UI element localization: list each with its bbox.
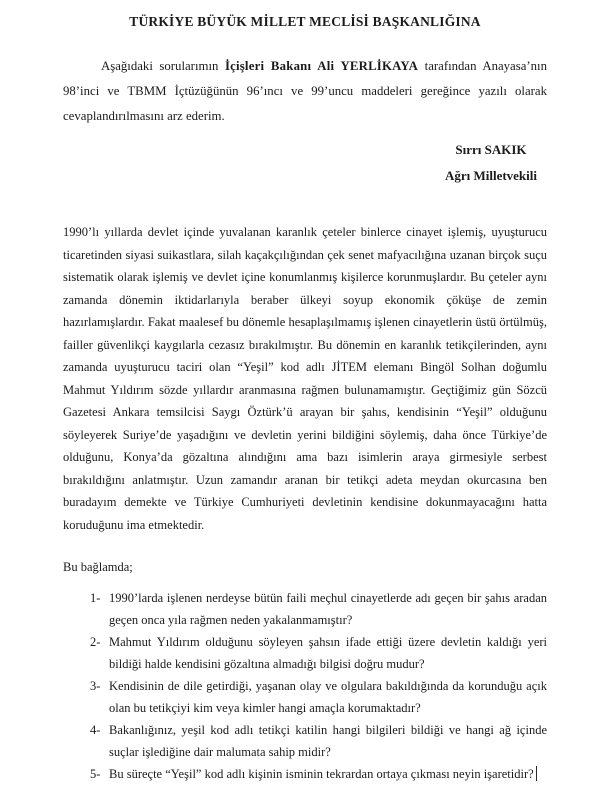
intro-text-before: Aşağıdaki sorularımın <box>101 59 225 73</box>
minister-name: İçişleri Bakanı Ali YERLİKAYA <box>224 59 419 73</box>
signatory-title: Ağrı Milletvekili <box>444 168 537 183</box>
question-number: 4- <box>90 723 101 737</box>
question-number: 2- <box>90 635 101 649</box>
question-number: 1- <box>90 591 101 605</box>
question-text: Bakanlığınız, yeşil kod adlı tetikçi katilin hangi bilgileri bildiği ve hangi ağ içinde suçlar işlediğine dair malumata sahip midir? <box>109 723 547 759</box>
context-label: Bu bağlamda; <box>63 560 133 574</box>
question-list <box>90 587 547 785</box>
intro-paragraph <box>63 54 547 129</box>
signatory-name: Sırrı SAKIK <box>455 142 527 157</box>
document-title: TÜRKİYE BÜYÜK MİLLET MECLİSİ BAŞKANLIĞINA <box>129 14 481 29</box>
question-text: Kendisinin de dile getirdiği, yaşanan olay ve olgulara bakıldığında da korunduğu açık olan bu tetikçiyi kim veya kimler hangi amaçla korumaktadır? <box>109 679 547 715</box>
question-item-4 <box>90 719 547 763</box>
question-text: 1990’larda işlenen nerdeyse bütün faili meçhul cinayetlerde adı geçen bir şahıs aradan geçen onca yıla rağmen neden yakalanmamıştır? <box>109 591 547 627</box>
question-item-2 <box>90 631 547 675</box>
question-text: Mahmut Yıldırım olduğunu söyleyen şahsın ifade ettiği üzere devletin kaldığı yeri bildiği halde kendisini gözaltına almadığı bilgisi doğru mudur? <box>109 635 547 671</box>
question-text: Bu süreçte “Yeşil” kod adlı kişinin isminin tekrardan ortaya çıkması neyin işaretidir? <box>109 767 534 781</box>
body-paragraph: 1990’lı yıllarda devlet içinde yuvalanan karanlık çeteler binlerce cinayet işlemiş, uyuşturucu ticaretinden siyasi suikastlara, silah kaçakçılığından çek senet mafyacılığına uzanan birçok suçu sistematik olarak işlemiş ve devlet içine konumlanmış kişilerce korunmuşlardır. Bu çeteler aynı zamanda dönemin iktidarlarıyla beraber ülkeyi soyup ekonomik çöküşe de zemin hazırlamışlardır. Fakat maalesef bu dönemle hesaplaşılmamış işlenen cinayetlerin üstü örtülmüş, failler güvenlikçi kaygılarla cezasız bırakılmıştır. Bu dönemin en karanlık tetikçilerinden, aynı zamanda uyuşturucu taciri olan “Yeşil” kod adlı JİTEM elemanı Bingöl Solhan doğumlu Mahmut Yıldırım sözde yıllardır aranmasına rağmen bulunamamıştır. Geçtiğimiz gün Sözcü Gazetesi Ankara temsilcisi Saygı Öztürk’ü arayan bir şahıs, kendisinin “Yeşil” olduğunu söyleyerek Suriye’de yaşadığını ve devletin yerini bildiğini söylemiş, daha önce Türkiye’de olduğunu, Konya’da gözaltına alındığını ama bazı isimlerin araya girmesiyle serbest bırakıldığını anlatmıştır. Uzun zamandır aranan bir tetikçi adeta meydan okurcasına ben buradayım demekte ve Türkiye Cumhuriyeti devletinin kendisine dokunmayacağını hatta koruduğunu ima etmektedir. <box>63 225 547 532</box>
question-item-1 <box>90 587 547 631</box>
question-number: 5- <box>90 767 101 781</box>
text-cursor <box>536 766 537 781</box>
question-item-3 <box>90 675 547 719</box>
question-item-5 <box>90 763 547 785</box>
intro-text-after: tarafından Anayasa’nın 98’inci ve TBMM İçtüzüğünün 96’ıncı ve 99’uncu maddeleri gereğince yazılı olarak cevaplandırılmasını arz ederim. <box>63 59 548 123</box>
signature-block <box>445 137 537 189</box>
question-number: 3- <box>90 679 101 693</box>
